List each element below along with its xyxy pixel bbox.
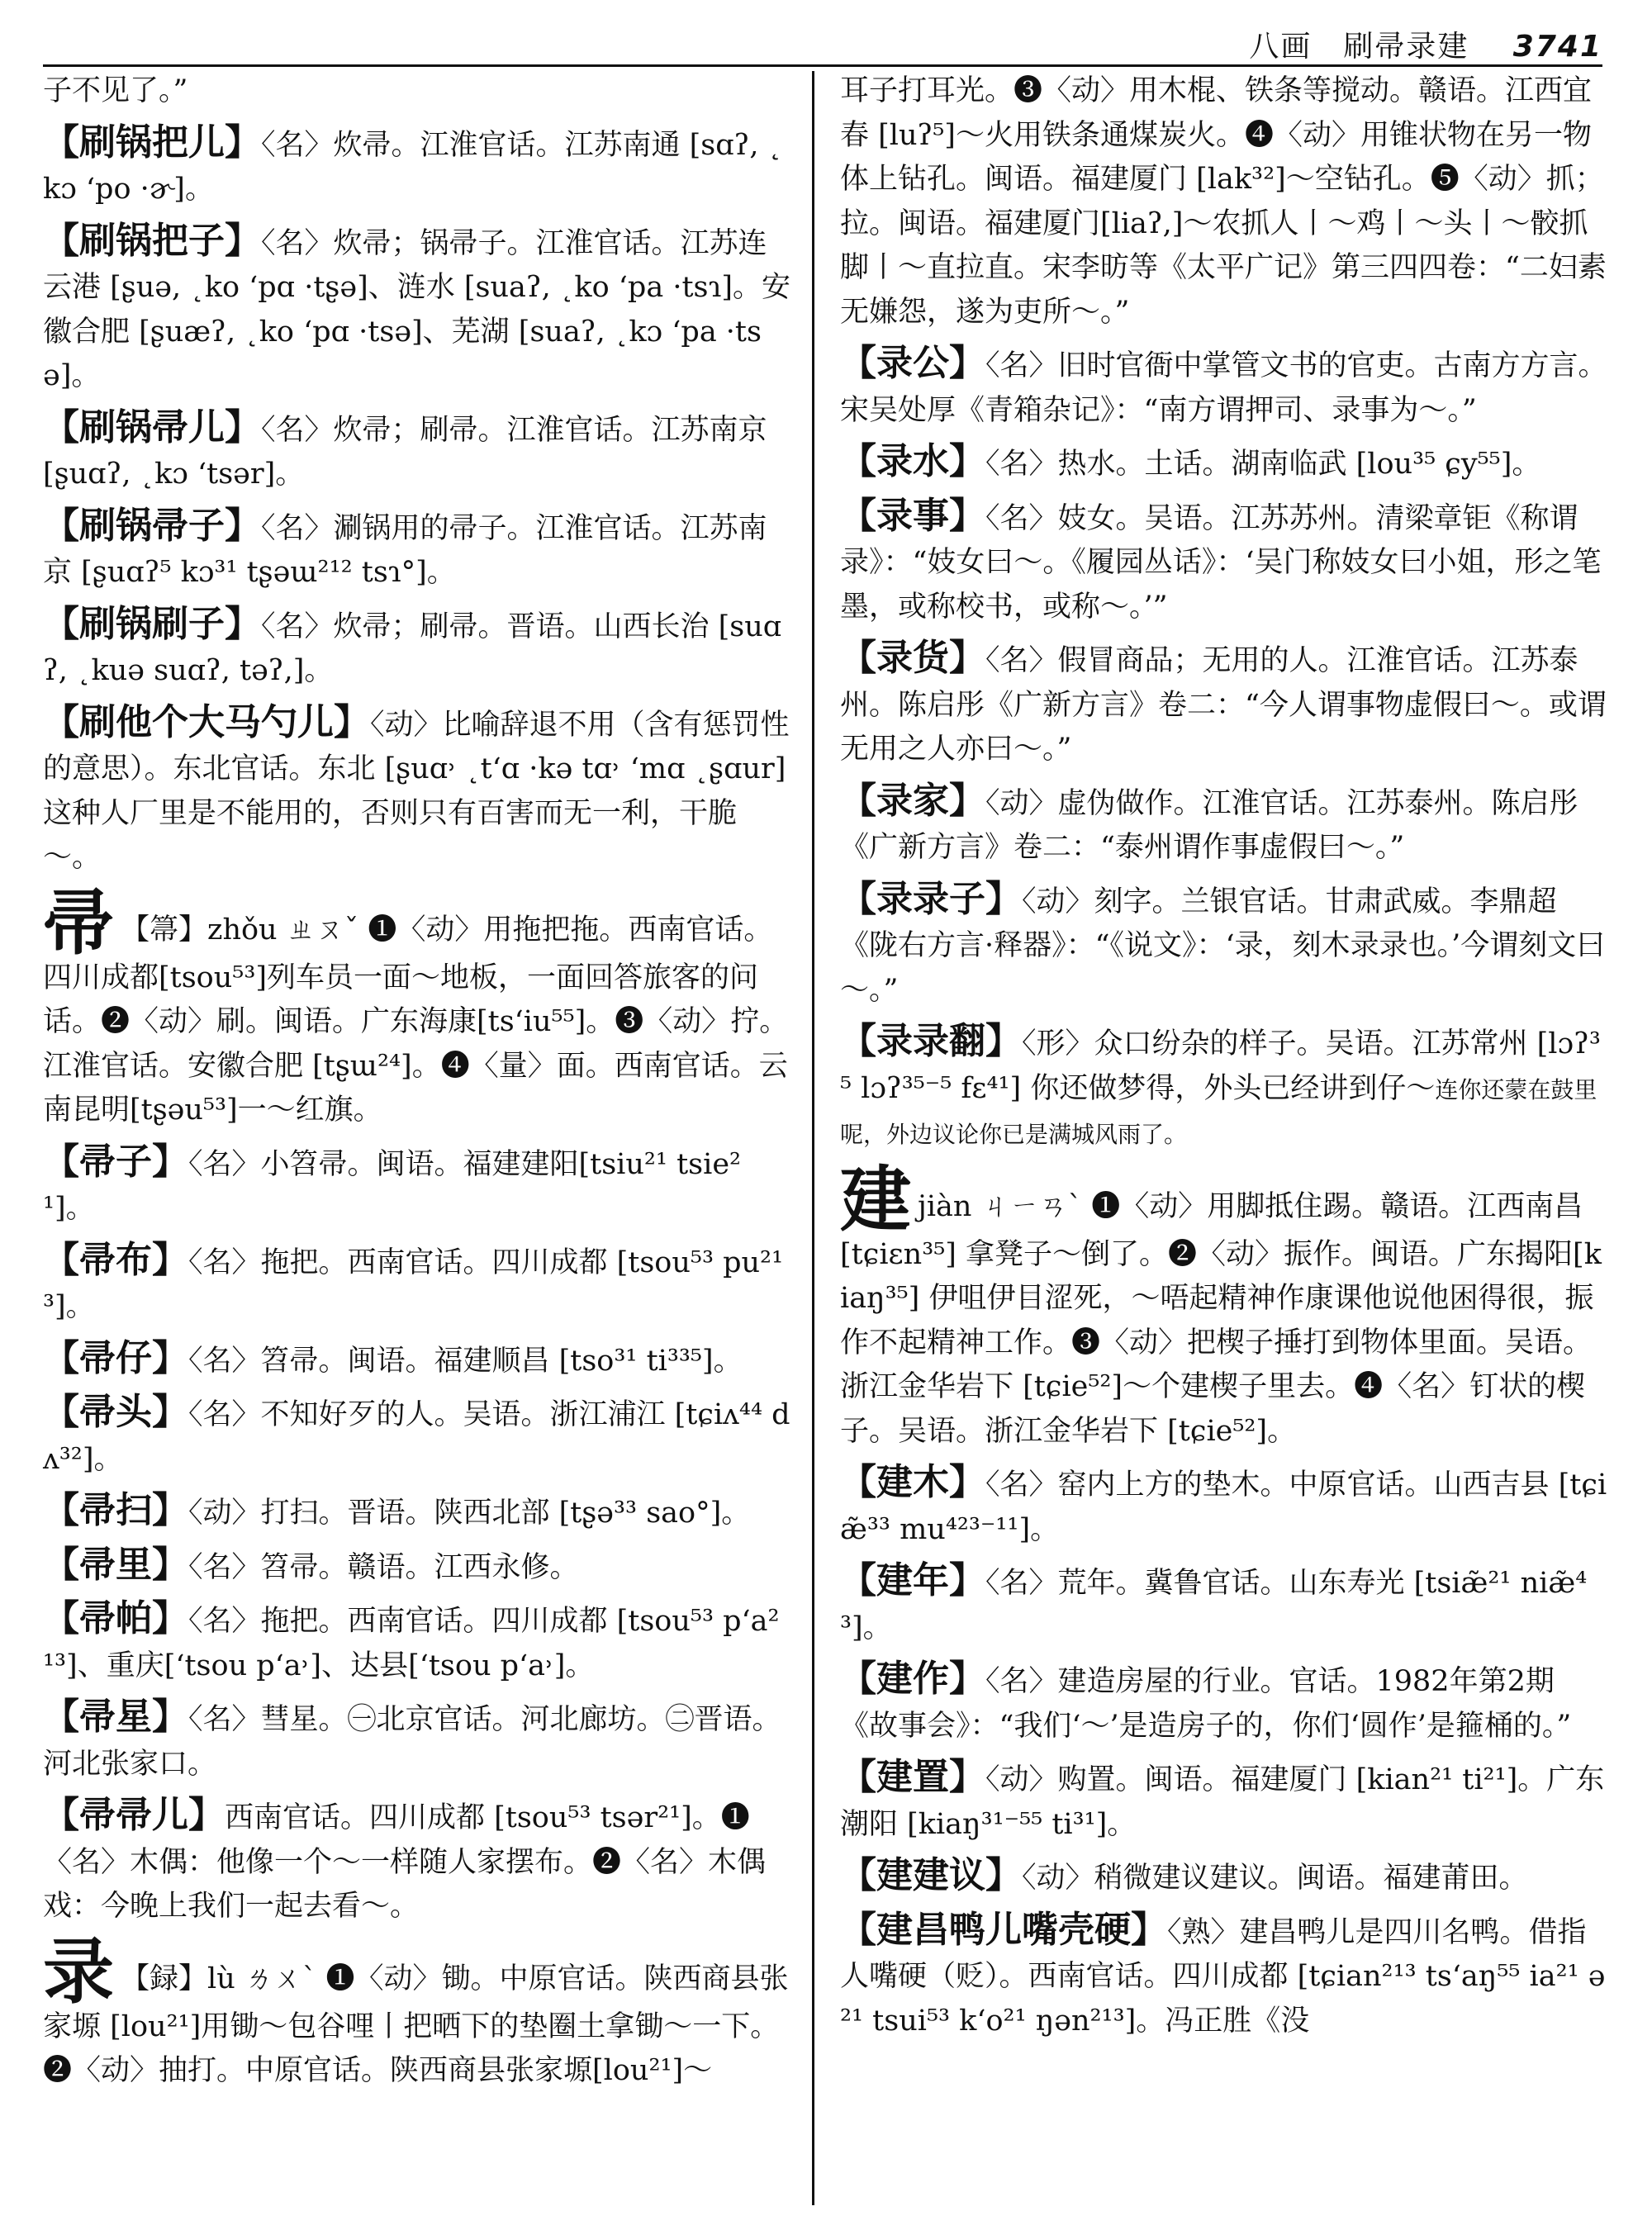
entry-headword: 【建昌鸭儿嘴壳硬】 (840, 1908, 1167, 1951)
entry-headword: 【刷他个大马勺儿】 (43, 700, 370, 743)
entry-headword: 【帚帚儿】 (43, 1794, 225, 1836)
entry-definition: 〈名〉窑内上方的垫木。中原官话。山西吉县 [tɕiæ̃³³ mu⁴²³⁻¹¹]。 (840, 1468, 1607, 1546)
entry-definition: 【録】lù ㄌㄨˋ ❶〈动〉锄。中原官话。陕西商县张家塬 [lou²¹]用锄～包谷哩丨把晒下的垫圈土拿锄～一下。❷〈动〉抽打。中原官话。陕西商县张家塬[lou²¹]～ (43, 1962, 789, 2087)
column-divider (812, 71, 814, 2205)
entry-headword: 【录录翻】 (840, 1020, 1022, 1062)
entry-definition: 〈名〉涮锅用的帚子。江淮官话。江苏南京 [ʂuɑʔ⁵ kɔ³¹ tʂəɯ²¹² tsɿ°]。 (43, 511, 767, 589)
entry-definition: 西南官话。四川成都 [tsou⁵³ tsər²¹]。❶〈名〉木偶：他像一个～一样随人家摆布。❷〈名〉木偶戏：今晚上我们一起去看～。 (43, 1801, 767, 1923)
entry-definition: 〈名〉彗星。㊀北京官话。河北廊坊。㊁晋语。河北张家口。 (43, 1703, 781, 1781)
dictionary-entry (43, 700, 790, 880)
entry-headword: 【帚仔】 (43, 1336, 188, 1379)
dictionary-entry (840, 1559, 1611, 1650)
dictionary-entry (840, 1019, 1611, 1157)
dictionary-entry (43, 504, 790, 595)
entry-definition: 〈名〉笤帚。闽语。福建顺昌 [tso³¹ ti³³⁵]。 (188, 1344, 743, 1378)
dictionary-entry (43, 1140, 790, 1231)
entry-continuation: 耳子打耳光。❸〈动〉用木棍、铁条等搅动。赣语。江西宜春 [luʔ⁵]～火用铁条通煤炭火。❹〈动〉用锥状物在另一物体上钻孔。闽语。福建厦门 [lak³²]～空钻孔。❺〈动〉抓；拉。闽语。福建厦门[liaʔ,]～农抓人丨～鸡丨～头丨～骹抓脚丨～直拉直。宋李昉等《太平广记》第三四四卷：“二妇素无嫌怨，遂为吏所～。” (840, 74, 1607, 329)
entry-headword: 【帚里】 (43, 1543, 188, 1586)
page-number: 3741 (1512, 30, 1602, 64)
header-text (1249, 23, 1602, 65)
entry-definition: 〈名〉小笤帚。闽语。福建建阳[tsiu²¹ tsie²¹]。 (43, 1147, 742, 1225)
dictionary-entry (840, 1460, 1611, 1552)
dictionary-entry (43, 602, 790, 694)
character-entry (840, 1158, 1611, 1454)
right-column (840, 69, 1611, 2050)
entry-definition: 〈名〉建造房屋的行业。官话。1982年第2期《故事会》：“我们‘～’是造房子的，你们‘圆作’是箍桶的。” (840, 1665, 1572, 1743)
entry-headword: 【帚子】 (43, 1140, 188, 1183)
character-headword: 建 (840, 1158, 911, 1241)
left-column (43, 69, 790, 2100)
entry-headword: 【刷锅把儿】 (43, 121, 261, 164)
dictionary-entry (43, 219, 790, 399)
entry-headword: 【帚扫】 (43, 1489, 188, 1531)
dictionary-entry (840, 494, 1611, 630)
entry-definition: 〈名〉假冒商品；无用的人。江淮官话。江苏泰州。陈启彤《广新方言》卷二：“今人谓事物虚假曰～。或谓无用之人亦曰～。” (840, 644, 1607, 766)
entry-headword: 【建建议】 (840, 1854, 1022, 1896)
dictionary-entry (840, 341, 1611, 433)
dictionary-entry (43, 1390, 790, 1482)
character-entry (43, 1930, 790, 2094)
entry-headword: 【刷锅刷子】 (43, 602, 261, 645)
page-header (43, 23, 1602, 64)
entry-definition: 〈动〉购置。闽语。福建厦门 [kian²¹ ti²¹]。广东潮阳 [kiaŋ³¹⁻⁵⁵ ti³¹]。 (840, 1763, 1605, 1841)
entry-headword: 【建木】 (840, 1461, 985, 1503)
entry-headword: 【建年】 (840, 1559, 985, 1601)
entry-definition: 〈动〉虚伪做作。江淮官话。江苏泰州。陈启彤《广新方言》卷二：“泰州谓作事虚假曰～。” (840, 786, 1578, 864)
dictionary-entry (43, 1238, 790, 1330)
dictionary-entry (840, 1657, 1611, 1748)
character-headword: 帚 (43, 881, 114, 965)
entry-definition: 〈名〉荒年。冀鲁官话。山东寿光 [tsiæ̃²¹ niæ̃⁴³]。 (840, 1567, 1588, 1644)
dictionary-entry (43, 406, 790, 497)
dictionary-entry (43, 1543, 790, 1591)
entry-headword: 【帚布】 (43, 1238, 188, 1281)
entry-definition: 〈名〉拖把。西南官话。四川成都 [tsou⁵³ pʻa²¹³]、重庆[ʻtsou pʻa˒]、达县[ʻtsou pʻa˒]。 (43, 1605, 780, 1682)
entry-headword: 【录水】 (840, 440, 985, 482)
entry-headword: 【帚星】 (43, 1696, 188, 1738)
dictionary-entry (43, 1695, 790, 1786)
entry-definition: 〈名〉炊帚；刷帚。晋语。山西长治 [suɑʔ, ˛kuə suɑʔ, təʔ,]。 (43, 610, 782, 687)
dictionary-entry (43, 1793, 790, 1929)
entry-headword: 【刷锅把子】 (43, 219, 261, 262)
dictionary-entry (840, 779, 1611, 871)
entry-headword: 【建置】 (840, 1756, 985, 1798)
dictionary-entry (840, 877, 1611, 1013)
entry-continuation: 子不见了。” (43, 74, 188, 107)
entry-headword: 【帚头】 (43, 1391, 188, 1433)
entry-definition: 〈名〉拖把。西南官话。四川成都 [tsou⁵³ pu²¹³]。 (43, 1245, 784, 1323)
entry-definition: 〈名〉热水。土话。湖南临武 [lou³⁵ ɕy⁵⁵]。 (985, 448, 1541, 481)
dictionary-entry (43, 1336, 790, 1384)
dictionary-entry (840, 1853, 1611, 1901)
dictionary-entry (43, 121, 790, 212)
dictionary-entry (43, 1597, 790, 1688)
entry-definition: 〈动〉稍微建议建议。闽语。福建莆田。 (1022, 1862, 1528, 1895)
entry-definition: 〈名〉炊帚；锅帚子。江淮官话。江苏连云港 [ʂuə, ˛ko ʻpɑ ·tʂə]、涟水 [suaʔ, ˛ko ʻpa ·tsɿ]。安徽合肥 [ʂuæʔ, ˛ko ʻpɑ ·tsə]、芜湖 [suaʔ, ˛kɔ ʻpa ·tsə]。 (43, 226, 790, 392)
character-entry (43, 881, 790, 1133)
dictionary-entry (840, 636, 1611, 772)
entry-definition: 〈名〉旧时官衙中掌管文书的官吏。古南方方言。宋吴处厚《青箱杂记》：“南方谓押司、录事为～。” (840, 349, 1607, 427)
entry-headword: 【录录子】 (840, 877, 1022, 920)
entry-headword: 【录公】 (840, 342, 985, 384)
entry-definition: 〈名〉不知好歹的人。吴语。浙江浦江 [tɕiʌ⁴⁴ dʌ³²]。 (43, 1398, 790, 1476)
dictionary-entry (43, 1488, 790, 1536)
dictionary-entry (840, 1755, 1611, 1847)
entry-headword: 【刷锅帚子】 (43, 504, 261, 547)
entry-definition: 〈形〉众口纷杂的样子。吴语。江苏常州 [lɔʔ³⁵ lɔʔ³⁵⁻⁵ fɛ⁴¹] 你还做梦得，外头已经讲到仔～ (840, 1027, 1601, 1105)
example-gloss: 连你还蒙在鼓里呢，外边议论你已是满城风雨了。 (840, 1075, 1597, 1148)
entry-headword: 【录货】 (840, 637, 985, 679)
entry-definition: 〈名〉妓女。吴语。江苏苏州。清梁章钜《称谓录》：“妓女曰～。《履园丛话》：‘吴门称妓女曰小姐，形之笔墨，或称校书，或称～。’” (840, 501, 1602, 624)
character-headword: 录 (43, 1930, 114, 2014)
header-title: 八画 刷帚录建 (1249, 30, 1469, 64)
entry-definition: 〈熟〉建昌鸭儿是四川名鸭。借指人嘴硬（贬）。西南官话。四川成都 [tɕian²¹³ tsʻaŋ⁵⁵ ia²¹ ə²¹ tsui⁵³ kʻo²¹ ŋən²¹³]。冯正胜《没 (840, 1915, 1606, 2038)
entry-definition: 【箒】zhǒu ㄓㄡˇ ❶〈动〉用拖把拖。西南官话。四川成都[tsou⁵³]列车员一面～地板，一面回答旅客的问话。❷〈动〉刷。闽语。广东海康[tsʻiu⁵⁵]。❸〈动〉拧。江淮官话。安徽合肥 [tʂɯ²⁴]。❹〈量〉面。西南官话。云南昆明[tʂəu⁵³]一～红旗。 (43, 913, 789, 1127)
entry-definition: 〈名〉笤帚。赣语。江西永修。 (188, 1550, 579, 1584)
entry-definition: jiàn ㄐㄧㄢˋ ❶〈动〉用脚抵住踢。赣语。江西南昌 [tɕiɛn³⁵] 拿凳子～倒了。❷〈动〉振作。闽语。广东揭阳[kiaŋ³⁵] 伊咀伊目涩死，～唔起精神作康课他说他困得很，振作不起精神工作。❸〈动〉把楔子捶打到物体里面。吴语。浙江金华岩下 [tɕie⁵²]～个建楔子里去。❹〈名〉钉状的楔子。吴语。浙江金华岩下 [tɕie⁵²]。 (840, 1189, 1602, 1448)
entry-definition: 〈名〉炊帚；刷帚。江淮官话。江苏南京 [ʂuɑʔ, ˛kɔ ʻtsər]。 (43, 413, 767, 491)
entry-definition: 〈动〉刻字。兰银官话。甘肃武威。李鼎超《陇右方言·释器》：“《说文》：‘录，刻木录录也。’今谓刻文曰～。” (840, 885, 1606, 1007)
entry-headword: 【建作】 (840, 1658, 985, 1700)
entry-headword: 【帚帕】 (43, 1597, 188, 1639)
dictionary-entry (840, 1908, 1611, 2044)
header-rule (43, 64, 1602, 67)
entry-headword: 【录家】 (840, 779, 985, 822)
entry-headword: 【录事】 (840, 494, 985, 537)
entry-definition: 〈动〉打扫。晋语。陕西北部 [tʂə³³ sao°]。 (188, 1497, 751, 1530)
entry-definition: 〈动〉比喻辞退不用（含有惩罚性的意思）。东北官话。东北 [ʂuɑ˒ ˛tʻɑ ·kə tɑ˒ ʻmɑ ˛ʂɑur] 这种人厂里是不能用的，否则只有百害而无一利，干脆～。 (43, 708, 790, 874)
entry-headword: 【刷锅帚儿】 (43, 406, 261, 448)
entry-definition: 〈名〉炊帚。江淮官话。江苏南通 [sɑʔ, ˛kɔ ʻpo ·ɚ]。 (43, 128, 783, 206)
dictionary-entry (840, 439, 1611, 487)
